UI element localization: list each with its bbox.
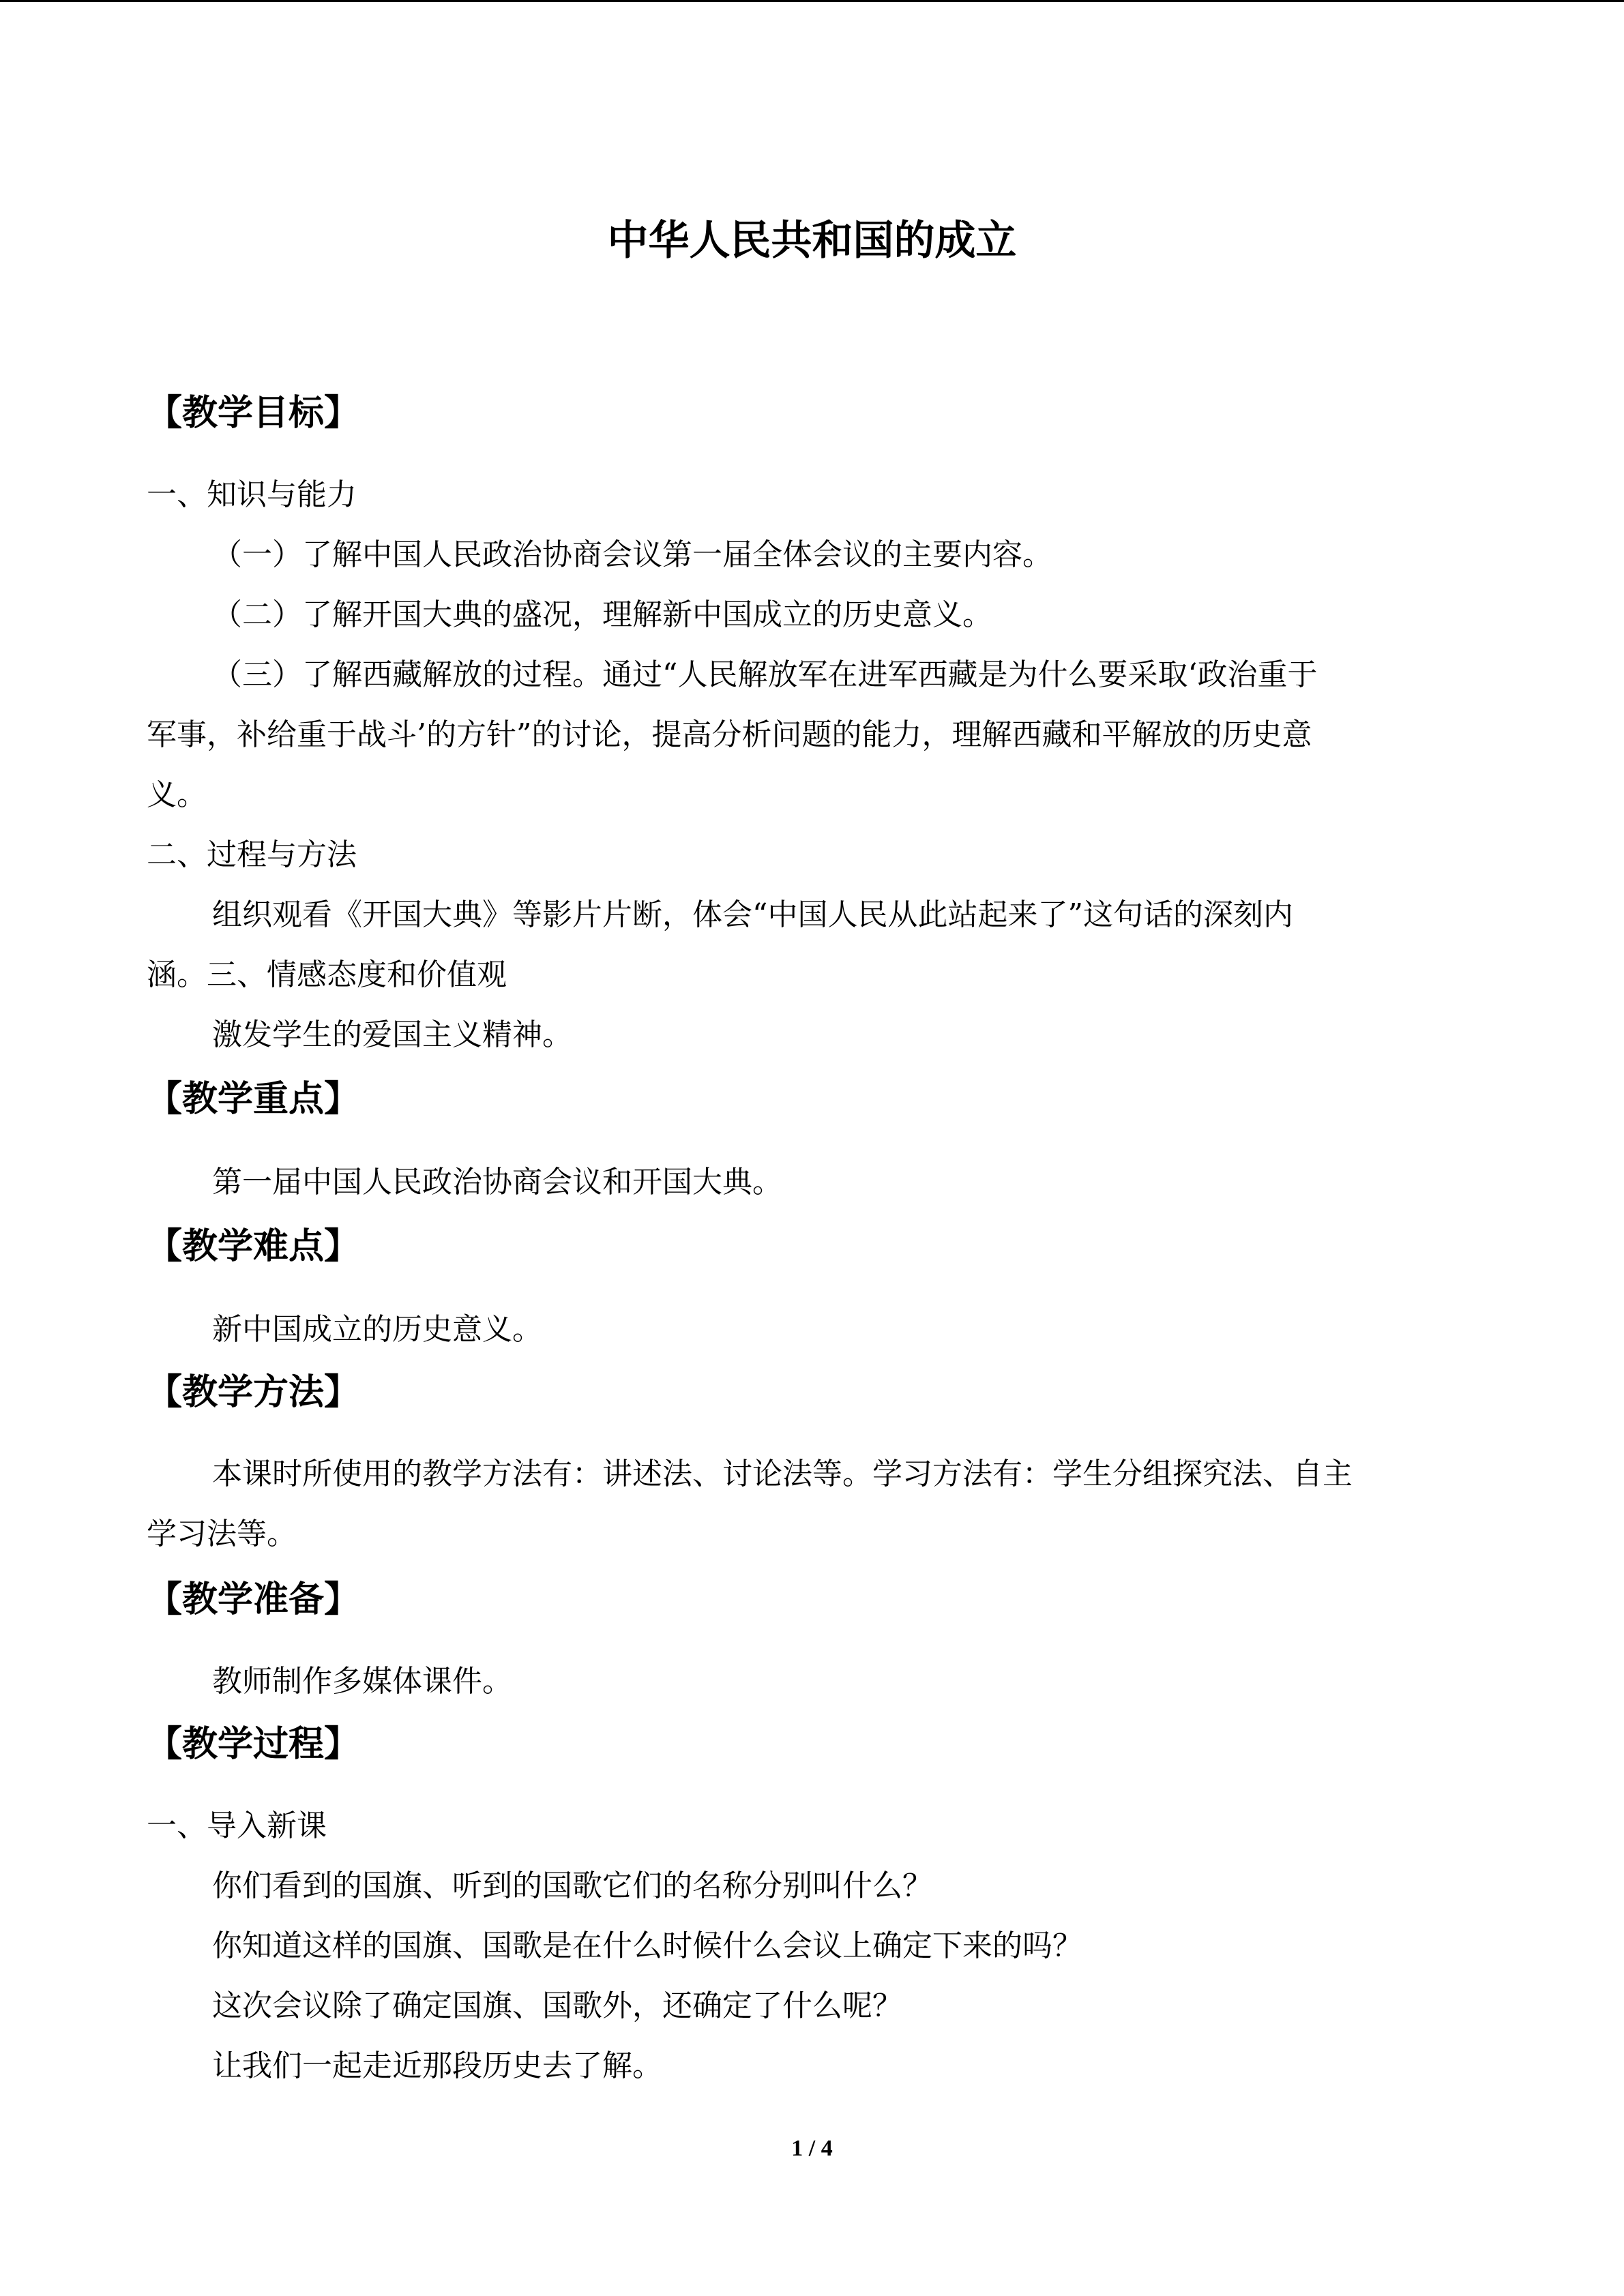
goals-line-1: 一、知识与能力 — [147, 477, 357, 512]
section-heading-goals: 【教学目标】 — [147, 392, 360, 434]
goals-line-3: （二）了解开国大典的盛况，理解新中国成立的历史意义。 — [212, 597, 992, 632]
methods-line-1: 本课时所使用的教学方法有：讲述法、讨论法等。学习方法有：学生分组探究法、自主 — [212, 1457, 1353, 1491]
preparation-line-1: 教师制作多媒体课件。 — [212, 1664, 512, 1699]
process-line-5: 让我们一起走近那段历史去了解。 — [212, 2048, 662, 2083]
goals-line-4: （三）了解西藏解放的过程。通过“人民解放军在进军西藏是为什么要采取‘政治重于 — [212, 657, 1318, 692]
goals-line-8: 组织观看《开国大典》等影片片断，体会“中国人民从此站起来了”这句话的深刻内 — [212, 897, 1293, 932]
goals-line-5: 军事，补给重于战斗’的方针”的讨论，提高分析问题的能力，理解西藏和平解放的历史意 — [147, 717, 1312, 752]
process-line-2: 你们看到的国旗、听到的国歌它们的名称分别叫什么？ — [212, 1868, 932, 1903]
section-heading-key-points: 【教学重点】 — [147, 1078, 360, 1120]
process-line-4: 这次会议除了确定国旗、国歌外，还确定了什么呢？ — [212, 1988, 902, 2023]
goals-line-2: （一）了解中国人民政治协商会议第一届全体会议的主要内容。 — [212, 537, 1052, 572]
goals-line-7: 二、过程与方法 — [147, 837, 357, 872]
goals-line-10: 激发学生的爱国主义精神。 — [212, 1017, 572, 1052]
key-points-line-1: 第一届中国人民政治协商会议和开国大典。 — [212, 1165, 782, 1199]
top-border-line — [0, 0, 1624, 2]
process-line-3: 你知道这样的国旗、国歌是在什么时候什么会议上确定下来的吗？ — [212, 1928, 1082, 1963]
process-line-1: 一、导入新课 — [147, 1808, 327, 1843]
difficulties-line-1: 新中国成立的历史意义。 — [212, 1312, 542, 1347]
methods-line-2: 学习法等。 — [147, 1517, 297, 1551]
section-heading-difficulties: 【教学难点】 — [147, 1225, 360, 1267]
document-title: 中华人民共和国的成立 — [607, 217, 1017, 265]
section-heading-preparation: 【教学准备】 — [147, 1579, 360, 1620]
page-number: 1 / 4 — [791, 2136, 833, 2161]
section-heading-methods: 【教学方法】 — [147, 1371, 360, 1413]
section-heading-process: 【教学过程】 — [147, 1723, 360, 1765]
goals-line-9: 涵。三、情感态度和价值观 — [147, 957, 507, 992]
goals-line-6: 义。 — [147, 777, 207, 812]
